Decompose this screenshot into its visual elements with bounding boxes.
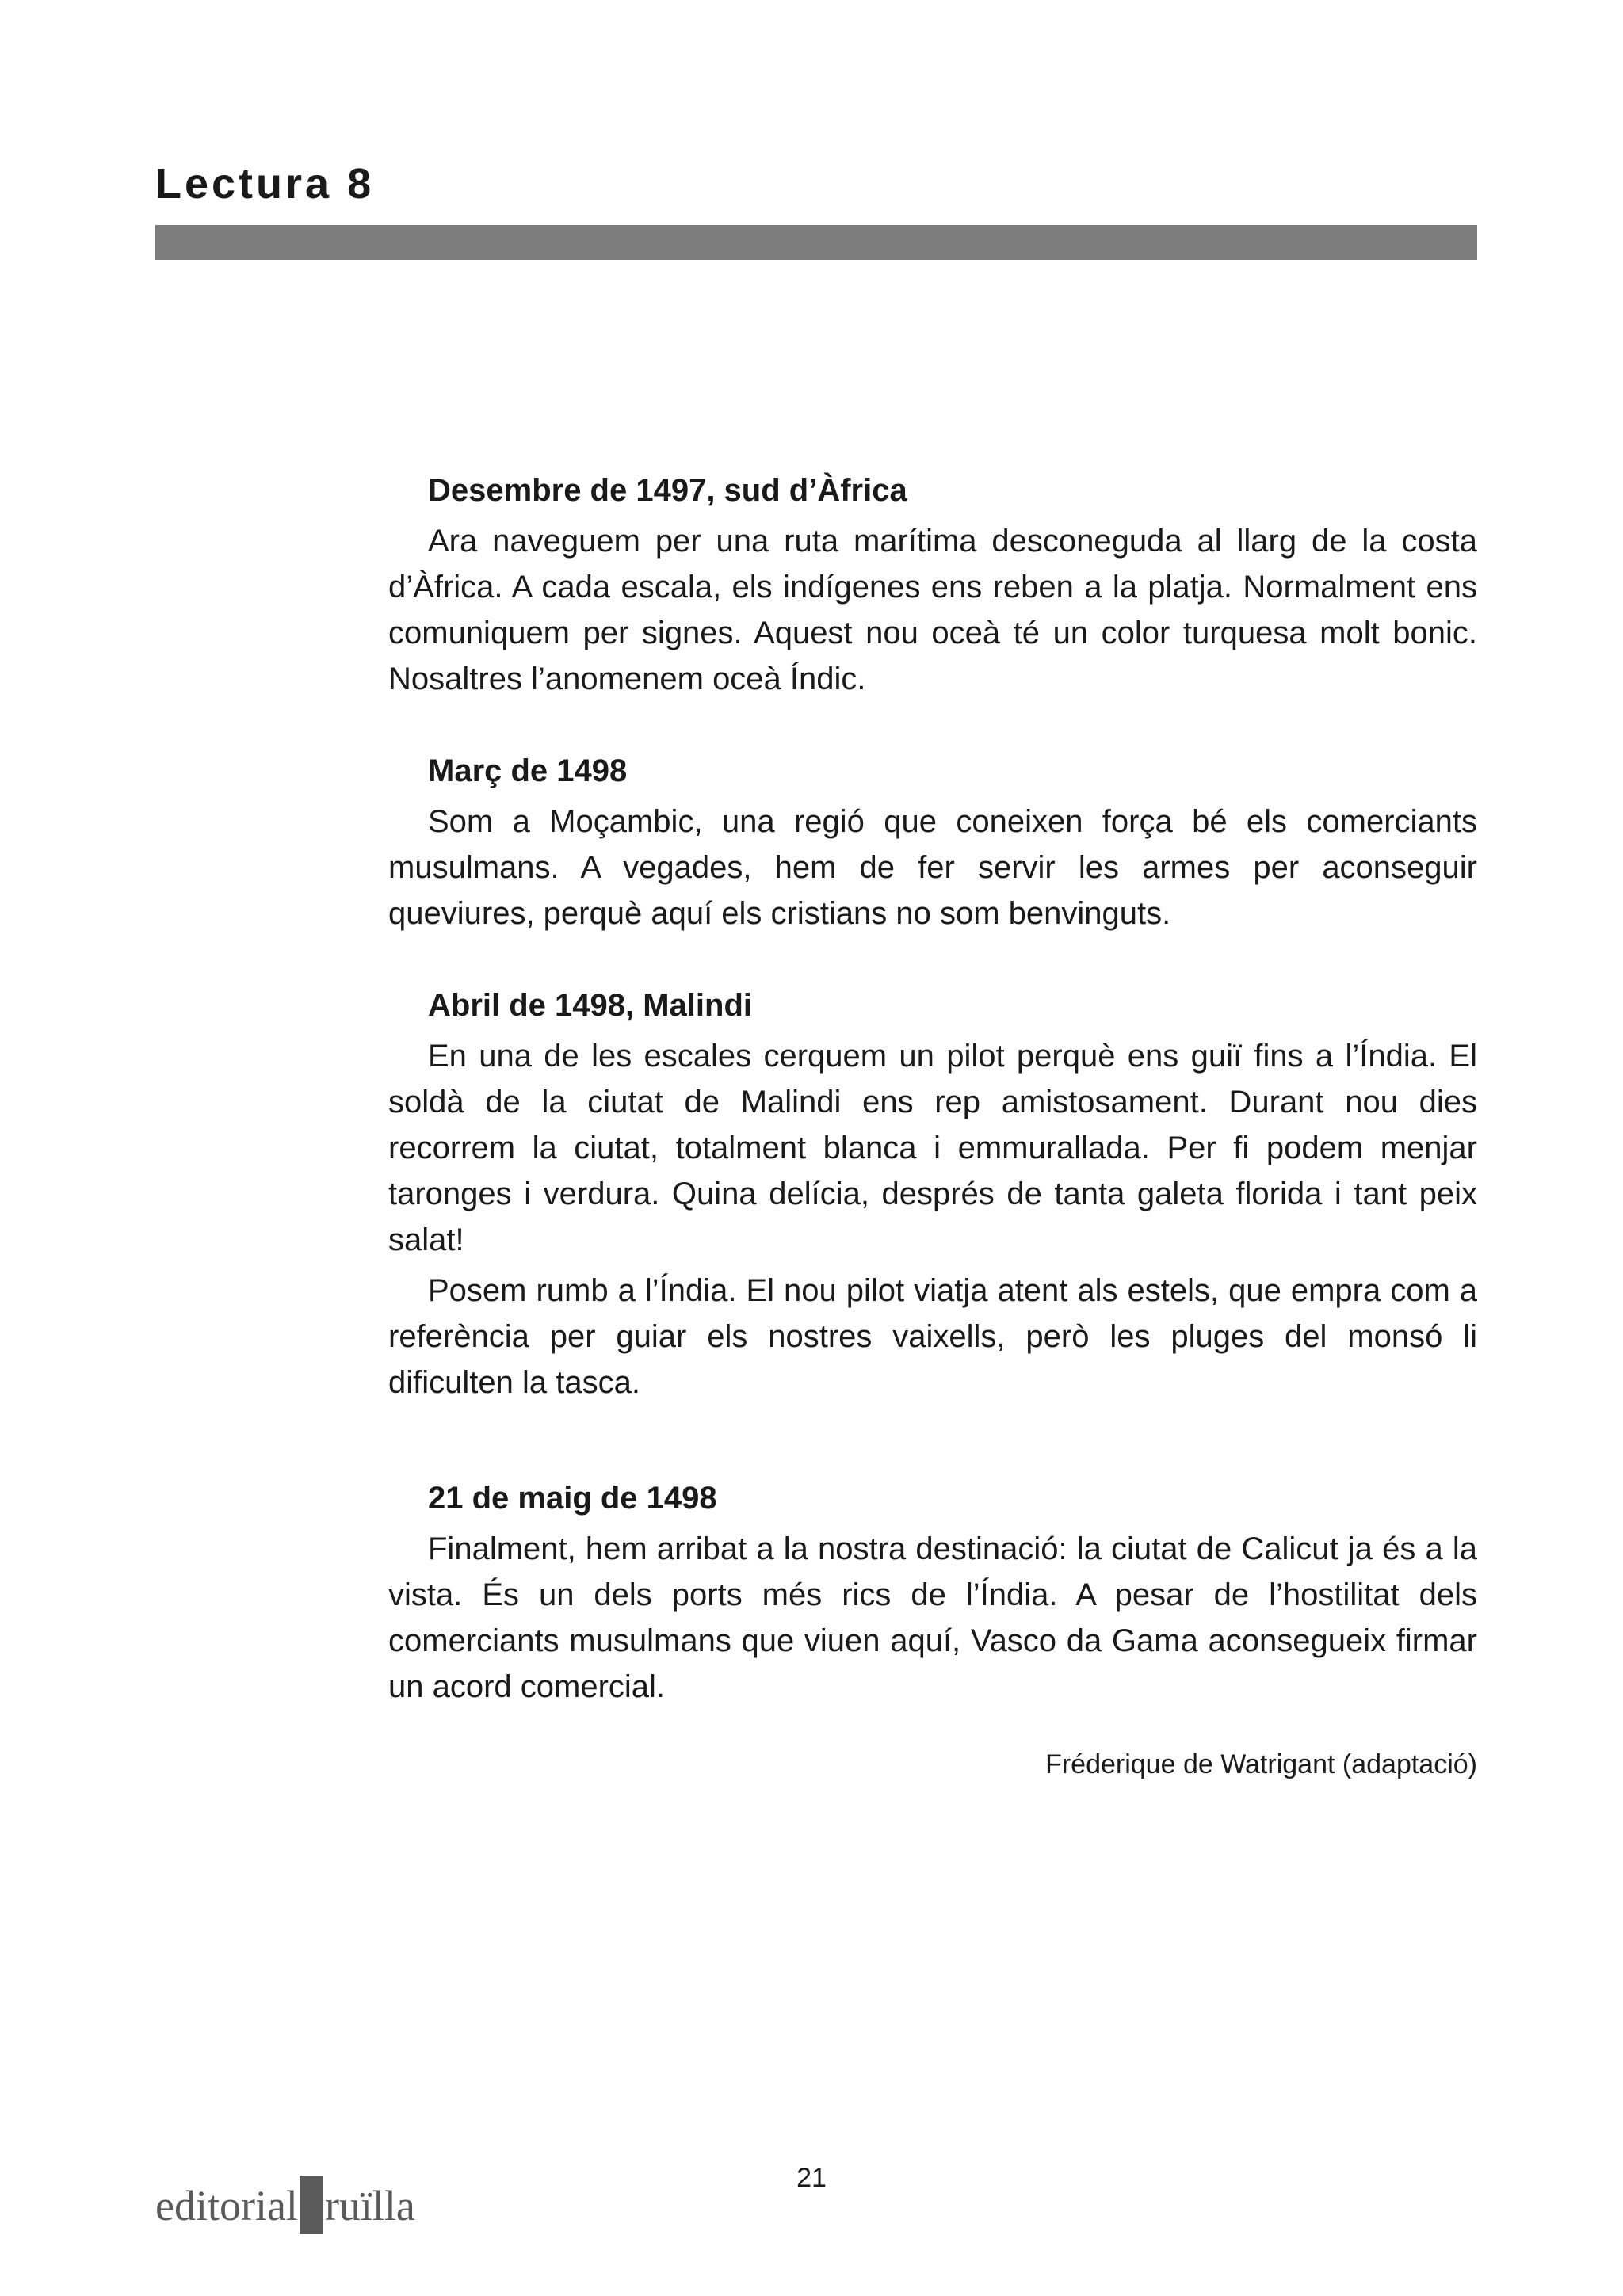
entry-paragraph: En una de les escales cerquem un pilot perquè ens guiï fins a l’Índia. El soldà de la ciutat de Malindi ens rep amistosament. Durant nou dies recorrem la ciutat, totalment blanca i emmurallada. Per fi podem menjar taronges i verdura. Quina delícia, després de tanta galeta florida i tant peix salat! bbox=[388, 1039, 1477, 1257]
diary-entry bbox=[388, 982, 1477, 1405]
diary-entry bbox=[388, 467, 1477, 702]
page-title: Lectura 8 bbox=[155, 160, 375, 208]
publisher-name-left: editorial bbox=[155, 2182, 298, 2229]
entry-heading: Desembre de 1497, sud d’Àfrica bbox=[428, 473, 907, 508]
entry-heading: 21 de maig de 1498 bbox=[428, 1481, 717, 1516]
publisher-name-right: ruïlla bbox=[324, 2182, 415, 2229]
entry-heading: Abril de 1498, Malindi bbox=[428, 988, 753, 1023]
entry-heading: Març de 1498 bbox=[428, 753, 628, 788]
entry-paragraph: Ara naveguem per una ruta marítima desconeguda al llarg de la costa d’Àfrica. A cada escala, els indígenes ens reben a la platja. Normalment ens comuniquem per signes. Aquest nou oceà té un color turquesa molt bonic. Nosaltres l’anomenem oceà Índic. bbox=[388, 524, 1477, 696]
page-header bbox=[155, 158, 1477, 260]
diary-entry bbox=[388, 748, 1477, 936]
entry-paragraph: Som a Moçambic, una regió que coneixen força bé els comerciants musulmans. A vegades, hem de fer servir les armes per aconseguir queviures, perquè aquí els cristians no som benvinguts. bbox=[388, 804, 1477, 931]
reading-content bbox=[388, 467, 1477, 1787]
header-bar bbox=[155, 225, 1477, 260]
diary-entry bbox=[388, 1475, 1477, 1710]
attribution: Fréderique de Watrigant (adaptació) bbox=[1045, 1749, 1477, 1779]
entry-paragraph: Posem rumb a l’Índia. El nou pilot viatja atent als estels, que empra com a referència per guiar els nostres vaixells, però les pluges del monsó li dificulten la tasca. bbox=[388, 1273, 1477, 1400]
entry-paragraph: Finalment, hem arribat a la nostra destinació: la ciutat de Calicut ja és a la vista. És un dels ports més rics de l’Índia. A pesar de l’hostilitat dels comerciants musulmans que viuen aquí, Vasco da Gama aconsegueix firmar un acord comercial. bbox=[388, 1531, 1477, 1704]
page-number: 21 bbox=[796, 2163, 827, 2193]
